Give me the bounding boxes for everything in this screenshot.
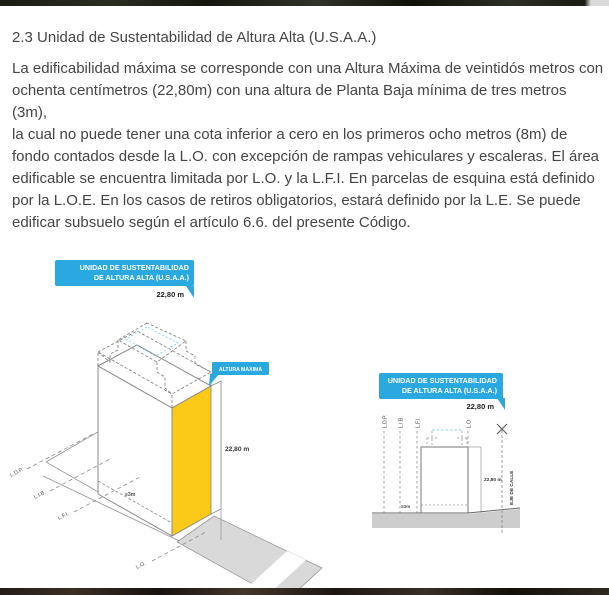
ground-floor-dim: ≥3m (125, 492, 136, 498)
height-dimension (469, 447, 481, 513)
regulation-line-labels (383, 415, 473, 428)
bottom-photo-strip (0, 588, 609, 595)
label-ldp: L.D.P. (382, 414, 389, 428)
callout-value: 22,80 m (156, 290, 184, 299)
label-lo: L.O. (466, 418, 473, 428)
paragraph-line: fondo contados desde la L.O. con excepción de rampas vehiculares y escaleras. El área (12, 148, 600, 165)
paragraph-line: edificable se encuentra limitada por L.O. y la L.F.I. En parcelas de esquina está definido (12, 170, 595, 187)
callout-line2: DE ALTURA ALTA (U.S.A.A.) (93, 273, 189, 282)
label-lib: L.I.B. (33, 489, 48, 501)
callout-line2: DE ALTURA ALTA (U.S.A.A.) (401, 386, 497, 395)
label-lfi: L.F.I. (57, 510, 71, 522)
ground-floor-dim: ≥3m (401, 504, 411, 509)
building-section-outline (421, 447, 468, 513)
paragraph-line: por la L.O.E. En los casos de retiros obligatorios, estará definido por la L.E. Se puede (12, 192, 581, 209)
street-axis-label: EJE DE CALLE (510, 470, 515, 505)
body-paragraph (12, 58, 604, 234)
height-dim-value: 22,80 m (225, 446, 250, 453)
label-lo: L.O. (135, 560, 147, 571)
callout-line1: UNIDAD DE SUSTENTABILIDAD (387, 376, 497, 385)
callout-value: 22,80 m (466, 402, 494, 411)
street-strip (177, 516, 322, 595)
label-ldp: L.D.P. (9, 466, 25, 479)
callout-pointer (497, 398, 505, 410)
axonometric-diagram (0, 252, 345, 595)
section-diagram (360, 365, 609, 540)
paragraph-line: la cual no puede tener una cota inferior a cero en los primeros ocho metros (8m) de (12, 126, 568, 143)
callout-line1: UNIDAD DE SUSTENTABILIDAD (79, 263, 189, 272)
section-heading: 2.3 Unidad de Sustentabilidad de Altura Alta (U.S.A.A.) (12, 29, 377, 46)
paragraph-line: edificar subsuelo según el artículo 6.6. del presente Código. (12, 214, 411, 231)
top-photo-strip (0, 0, 609, 6)
callout-pointer (186, 286, 194, 298)
label-lib: L.I.B. (398, 416, 405, 428)
paragraph-line: ochenta centímetros (22,80m) con una altura de Planta Baja mínima de tres metros (3m), (12, 82, 567, 121)
axon-callout (55, 260, 194, 299)
label-lfi: L.F.I. (415, 417, 422, 428)
section-callout (379, 373, 505, 411)
setback-step-dashes (427, 431, 467, 446)
paragraph-line: La edificabilidad máxima se corresponde con una Altura Máxima de veintidós metros con (12, 60, 604, 77)
building-side-return-face (211, 381, 221, 514)
height-dim-value: 22,80 m (484, 478, 502, 483)
building-street-face-yellow (172, 386, 211, 536)
tag-text: ALTURA MAXIMA (218, 367, 263, 373)
